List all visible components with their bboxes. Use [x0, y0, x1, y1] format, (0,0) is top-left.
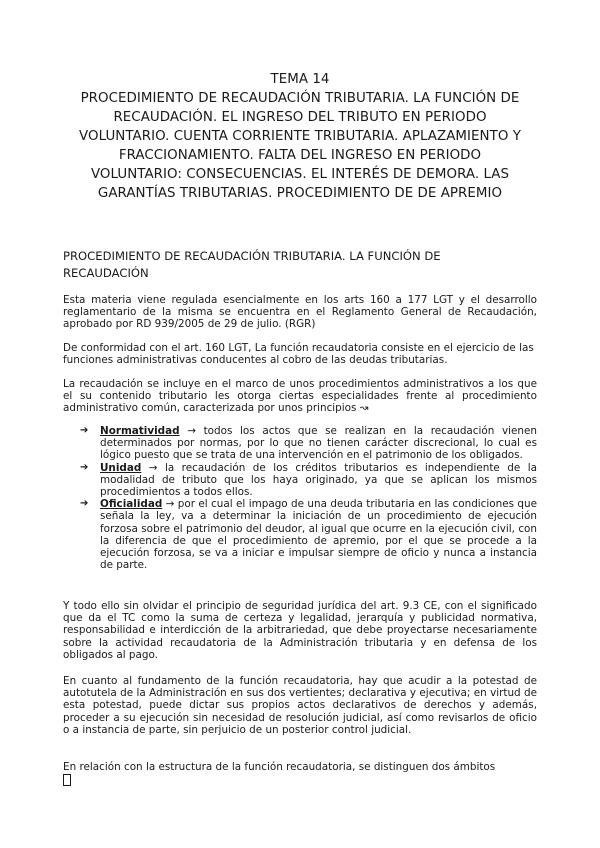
document-title	[40, 70, 560, 203]
principle-text: → por el cual el impago de una deuda tributaria en las condiciones que señala la ley, va a determinar la iniciación de un procedimiento de ejecución forzosa sobre el patrimonio del deudor, al igual que ocurre en la ejecución civil, con la diferencia de que el procedimiento de apremio, por el que se procede a la ejecución forzosa, se va a iniciar e impulsar siempre de oficio y nunca a instancia de parte.	[100, 498, 537, 572]
principle-term: Normatividad	[100, 425, 180, 437]
title-line: FRACCIONAMIENTO. FALTA DEL INGRESO EN PERIODO	[118, 148, 482, 163]
principle-term: Unidad	[100, 461, 142, 474]
title-line: GARANTÍAS TRIBUTARIAS. PROCEDIMIENTO DE DE APREMIO	[97, 186, 503, 201]
paragraph-regulation: Esta materia viene regulada esencialmente en los arts 160 a 177 LGT y el desarrollo reglamentario de la misma se encuentra en el Reglamento General de Recaudación, aprobado por RD 939/2005 de 29 de julio. (RGR)	[63, 294, 537, 331]
title-line: PROCEDIMIENTO DE RECAUDACIÓN TRIBUTARIA. LA FUNCIÓN DE	[80, 91, 520, 106]
section-heading-line: RECAUDACIÓN	[63, 266, 149, 280]
section-heading	[63, 248, 543, 282]
principle-text: → todos los actos que se realizan en la recaudación vienen determinados por normas, por lo que no tienen carácter discrecional, lo cual es lógico puesto que se trata de una intervención en el patrimonio de los obligados.	[100, 425, 537, 462]
title-line: VOLUNTARIO: CONSECUENCIAS. EL INTERÉS DE DEMORA. LAS	[90, 167, 510, 182]
arrow-bullet-icon: ➔	[80, 461, 89, 473]
paragraph-foundation: En cuanto al fundamento de la función recaudatoria, hay que acudir a la potestad de autotutela de la Administración en sus dos vertientes; declarativa y ejecutiva; en virtud de esta potestad, puede dictar sus propios actos declarativos de derechos y además, proceder a su ejecución sin necesidad de resolución judicial, así como revisarlos de oficio o a instancia de parte, sin perjuicio de un posterior control judicial.	[63, 675, 537, 736]
paragraph-structure: En relación con la estructura de la función recaudatoria, se distinguen dos ámbitos	[63, 761, 496, 773]
title-line: RECAUDACIÓN. EL INGRESO DEL TRIBUTO EN PERIODO	[113, 110, 487, 125]
list-item	[80, 462, 537, 499]
principle-text: → la recaudación de los créditos tributarios es independiente de la modalidad de tributo que los haya originado, ya que se aplican los mismos procedimientos a todos ellos.	[100, 461, 537, 499]
principle-term: Oficialidad	[100, 498, 163, 511]
title-line: VOLUNTARIO. CUENTA CORRIENTE TRIBUTARIA. APLAZAMIENTO Y	[79, 129, 521, 144]
list-item	[80, 425, 537, 462]
title-line: TEMA 14	[270, 72, 330, 87]
arrow-bullet-icon: ➔	[80, 498, 89, 510]
list-item	[80, 498, 537, 571]
section-heading-line: PROCEDIMIENTO DE RECAUDACIÓN TRIBUTARIA. LA FUNCIÓN DE	[63, 249, 441, 263]
principles-list	[80, 425, 537, 571]
arrow-bullet-icon: ➔	[80, 425, 89, 436]
paragraph-legal-certainty: Y todo ello sin olvidar el principio de seguridad jurídica del art. 9.3 CE, con el significado que da el TC como la suma de certeza y legalidad, jerarquía y publicidad normativa, responsabilidad e interdicción de la arbitrariedad, que debe proyectarse necesariamente sobre la actividad recaudatoria de la Administración tributaria y en defensa de los obligados al pago.	[63, 600, 537, 661]
paragraph-principles-intro: La recaudación se incluye en el marco de unos procedimientos administrativos a los que el su contenido tributario les otorga ciertas especialidades frente al procedimiento administrativo común, caracterizada por unos principios ↝	[63, 378, 537, 415]
paragraph-definition: De conformidad con el art. 160 LGT, La función recaudatoria consiste en el ejercicio de las funciones administrativas conducentes al cobro de las deudas tributarias.	[63, 342, 534, 367]
missing-glyph-icon	[63, 774, 71, 786]
